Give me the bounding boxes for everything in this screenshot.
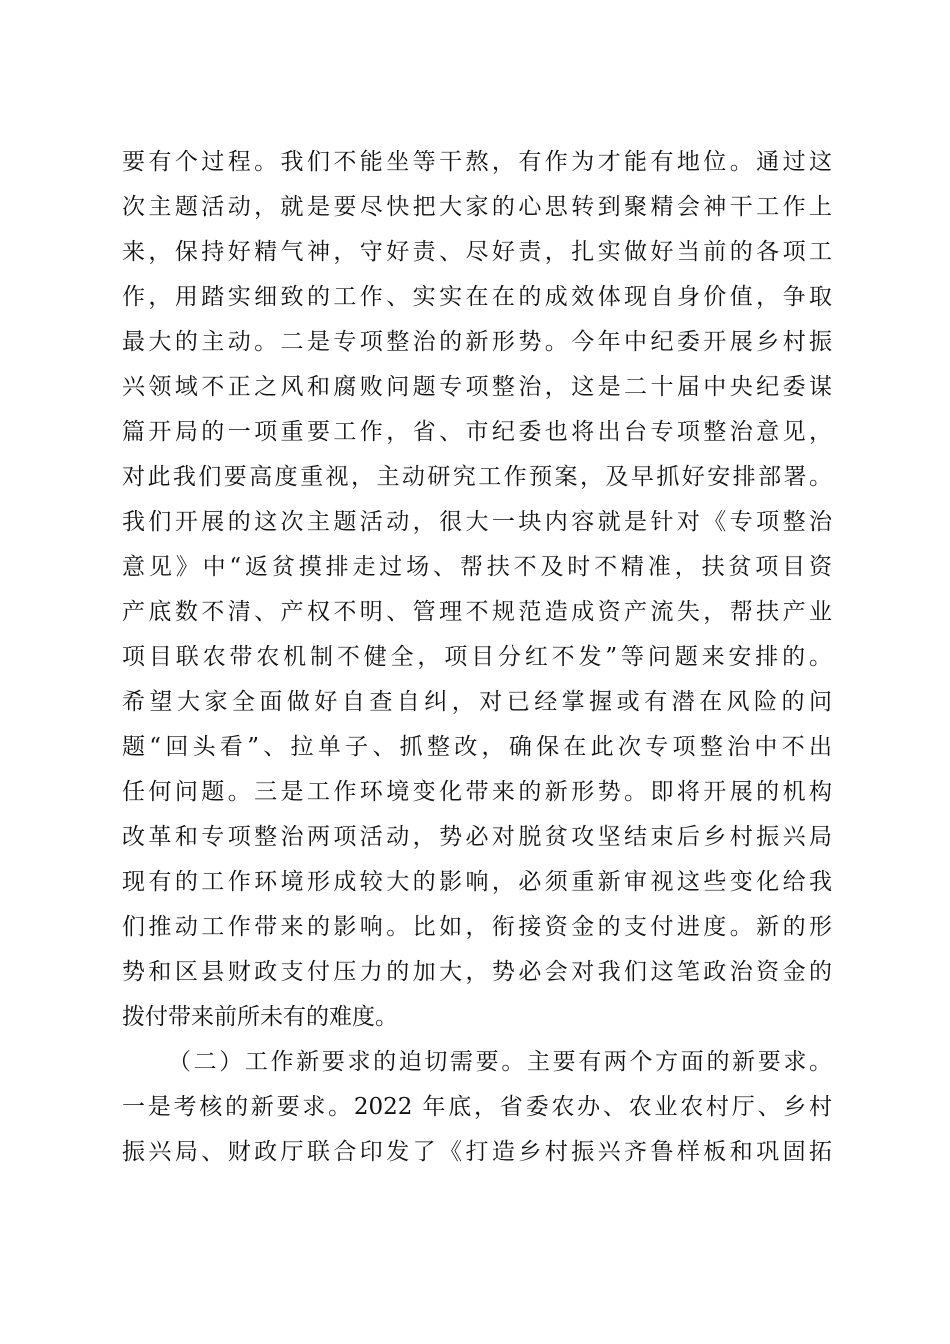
text-line: 拨付带来前所未有的难度。 xyxy=(122,1004,398,1030)
text-line: 意见》中“返贫摸排走过场、帮扶不及时不精准，扶贫项目资 xyxy=(122,554,832,580)
text-line: 振兴局、财政厅联合印发了《打造乡村振兴齐鲁样板和巩固拓 xyxy=(122,1139,832,1165)
text-line: 一是考核的新要求。2022 年底，省委农办、农业农村厅、乡村 xyxy=(122,1094,832,1120)
text-line: 任何问题。三是工作环境变化带来的新形势。即将开展的机构 xyxy=(122,779,832,805)
text-line: 势和区县财政支付压力的加大，势必会对我们这笔政治资金的 xyxy=(122,959,832,985)
text-line: 改革和专项整治两项活动，势必对脱贫攻坚结束后乡村振兴局 xyxy=(122,824,832,850)
text-line: 篇开局的一项重要工作，省、市纪委也将出台专项整治意见， xyxy=(122,419,832,445)
text-line: 项目联农带农机制不健全，项目分红不发”等问题来安排的。 xyxy=(122,644,832,670)
text-line: 产底数不清、产权不明、管理不规范造成资产流失，帮扶产业 xyxy=(122,599,832,625)
text-line: 来，保持好精气神，守好责、尽好责，扎实做好当前的各项工 xyxy=(122,239,832,265)
text-line: 对此我们要高度重视，主动研究工作预案，及早抓好安排部署。 xyxy=(122,464,832,490)
section-heading-line: （二）工作新要求的迫切需要。主要有两个方面的新要求。 xyxy=(168,1049,832,1075)
text-line: 作，用踏实细致的工作、实实在在的成效体现自身价值，争取 xyxy=(122,284,832,310)
body-text xyxy=(122,140,832,1175)
text-line: 题“回头看”、拉单子、抓整改，确保在此次专项整治中不出 xyxy=(122,734,832,760)
text-line: 现有的工作环境形成较大的影响，必须重新审视这些变化给我 xyxy=(122,869,832,895)
text-line: 次主题活动，就是要尽快把大家的心思转到聚精会神干工作上 xyxy=(122,194,832,220)
text-line: 最大的主动。二是专项整治的新形势。今年中纪委开展乡村振 xyxy=(122,329,832,355)
text-line: 要有个过程。我们不能坐等干熬，有作为才能有地位。通过这 xyxy=(122,149,832,175)
text-line: 兴领域不正之风和腐败问题专项整治，这是二十届中央纪委谋 xyxy=(122,374,832,400)
text-line: 希望大家全面做好自查自纠，对已经掌握或有潜在风险的问 xyxy=(122,689,832,715)
text-line: 我们开展的这次主题活动，很大一块内容就是针对《专项整治 xyxy=(122,509,832,535)
text-line: 们推动工作带来的影响。比如，衔接资金的支付进度。新的形 xyxy=(122,914,832,940)
